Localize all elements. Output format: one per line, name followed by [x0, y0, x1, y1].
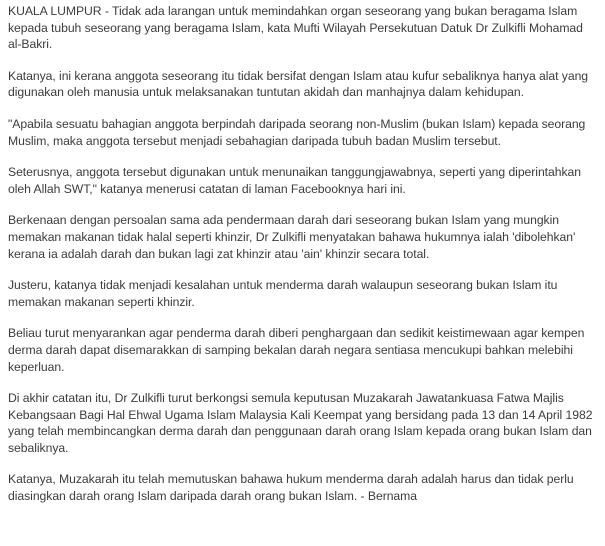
article-paragraph-quote: "Apabila sesuatu bahagian anggota berpindah daripada seorang non-Muslim (bukan Islam) kepada seorang Muslim, maka anggota tersebut menjadi sebahagian daripada tubuh badan Muslim tersebut.: [8, 116, 586, 148]
article-paragraph: Seterusnya, anggota tersebut digunakan untuk menunaikan tanggungjawabnya, seperti yang diperintahkan oleh Allah SWT," katanya menerusi catatan di laman Facebooknya hari ini.: [8, 165, 581, 196]
article-paragraph-closing: Katanya, Muzakarah itu telah memutuskan bahawa hukum menderma darah adalah harus dan tidak perlu diasingkan darah orang Islam daripada darah orang bukan Islam. - Bernama: [8, 472, 574, 504]
article-paragraph-lead: KUALA LUMPUR - Tidak ada larangan untuk memindahkan organ seseorang yang bukan beragama Islam kepada tubuh seseorang yang beragama Islam, kata Mufti Wilayah Persekutuan Datuk Dr Zulkifli Mohamad al-Bakri.: [8, 4, 583, 52]
article-paragraph: Katanya, ini kerana anggota seseorang itu tidak bersifat dengan Islam atau kufur sebaliknya hanya alat yang digunakan oleh manusia untuk melaksanakan tuntutan akidah dan manhajnya dalam kehidupan.: [8, 68, 589, 100]
article-paragraph: Berkenaan dengan persoalan sama ada pendermaan darah dari seseorang bukan Islam yang mungkin memakan makanan tidak halal seperti khinzir, Dr Zulkifli menyatakan bahawa hukumnya ialah 'dibolehkan' kerana ia adalah darah dan bukan lagi zat khinzir atau 'ain' khinzir secara total.: [8, 213, 576, 261]
article-paragraph: Beliau turut menyarankan agar penderma darah diberi penghargaan dan sedikit keistimewaan agar kempen derma darah dapat disemarakkan di samping bekalan darah negara sentiasa mencukupi bahkan melebihi keperluan.: [8, 326, 585, 374]
article-paragraph: Di akhir catatan itu, Dr Zulkifli turut berkongsi semula keputusan Muzakarah Jawatankuasa Fatwa Majlis Kebangsaan Bagi Hal Ehwal Ugama Islam Malaysia Kali Keempat yang bersidang pada 13 dan 14 April 1982 yang telah membincangkan derma darah dan penggunaan darah orang Islam kepada orang bukan Islam dan sebaliknya.: [8, 391, 593, 455]
article-paragraph: Justeru, katanya tidak menjadi kesalahan untuk menderma darah walaupun seseorang bukan Islam itu memakan makanan seperti khinzir.: [8, 278, 558, 309]
